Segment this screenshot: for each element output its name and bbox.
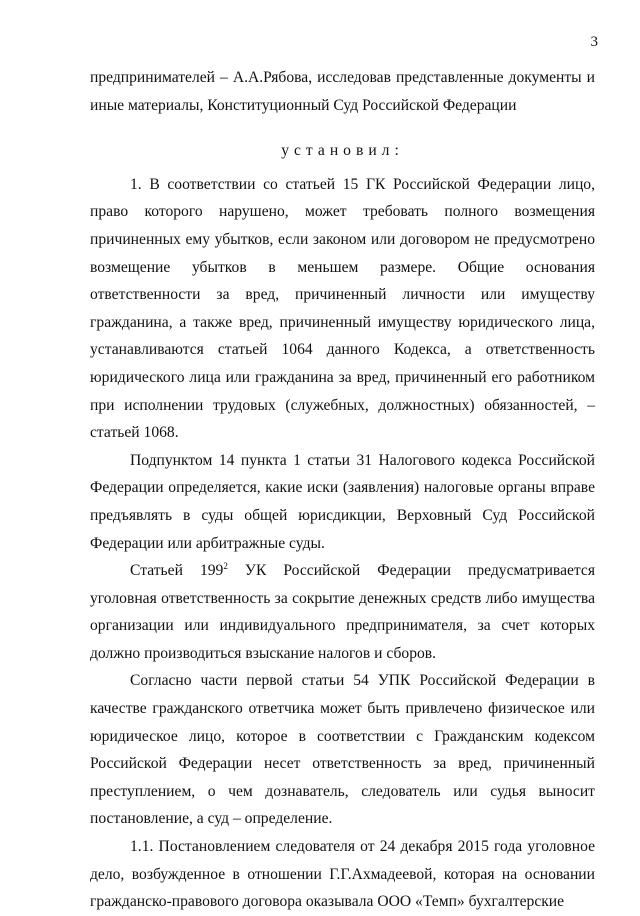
- paragraph-5: 1.1. Постановлением следователя от 24 декабря 2015 года уголовное дело, возбужденное в отношении Г.Г.Ахмадеевой, которая на основании гражданско-правового договора оказывала ООО «Темп» бухгалтерские: [90, 838, 595, 911]
- paragraph-2: Подпунктом 14 пункта 1 статьи 31 Налогового кодекса Российской Федерации определяется, какие иски (заявления) налоговые органы вправе предъявлять в суды общей юрисдикции, Верховный Суд Российской Федерации или арбитражные суды.: [90, 451, 595, 552]
- paragraph-3-superscript: 2: [223, 560, 228, 571]
- paragraph-1: 1. В соответствии со статьей 15 ГК Российской Федерации лицо, право которого нарушено, может требовать полного возмещения причиненных ему убытков, если законом или договором не предусмотрено возмещение убытков в меньшем размере. Общие основания ответственности за вред, причиненный личности или имуществу гражданина, а также вред, причиненный имуществу юридического лица, устанавливаются статьей 1064 данного Кодекса, а ответственность юридического лица или гражданина за вред, причиненный его работником при исполнении трудовых (служебных, должностных) обязанностей, – статьей 1068.: [90, 175, 595, 442]
- paragraph-3-rest: УК Российской Федерации предусматривается уголовная ответственность за сокрытие денежных средств либо имущества организации или индивидуального предпринимателя, за счет которых должно производиться взыскание налогов и сборов.: [90, 562, 596, 662]
- page-number: 3: [590, 34, 598, 50]
- paragraph-4: Согласно части первой статьи 54 УПК Российской Федерации в качестве гражданского ответчика может быть привлечено физическое или юридическое лицо, которое в соответствии с Гражданским кодексом Российской Федерации несет ответственность за вред, причиненный преступлением, о чем дознаватель, следователь или судья выносит постановление, а суд – определение.: [90, 672, 595, 828]
- section-heading: установил:: [281, 142, 404, 160]
- paragraph-3-start: Статьей 199: [130, 562, 224, 580]
- paragraph-3: [90, 557, 595, 667]
- document-body: [90, 64, 595, 916]
- intro-paragraph: предпринимателей – А.А.Рябова, исследовав представленные документы и иные материалы, Конституционный Суд Российской Федерации: [90, 69, 595, 114]
